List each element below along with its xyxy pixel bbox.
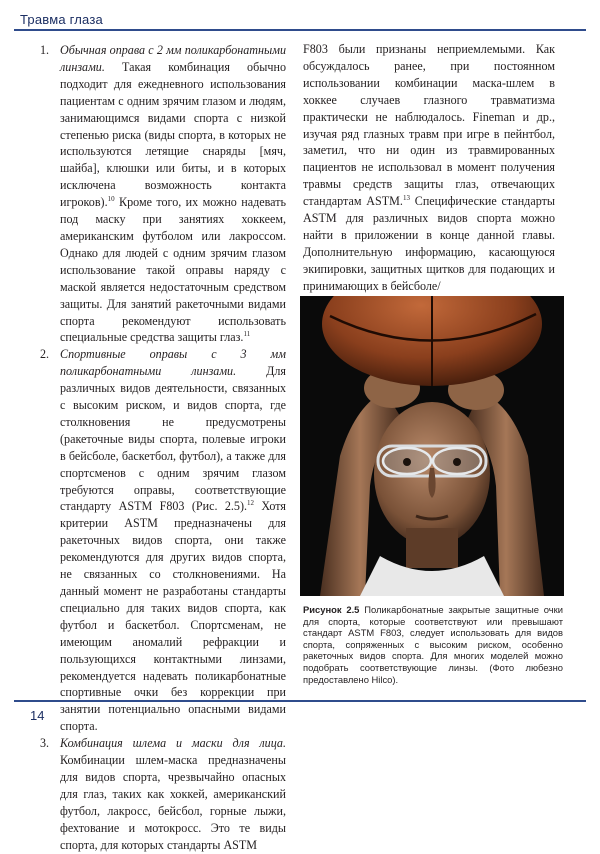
item-text: Комбинации шлем-маска предназначены для видов спорта, чрезвычайно опасных для глаз, таких как хоккей, американский футбол, лакросс, бейсбол, горные лыжи, фехтование и мотокросс. Это те виды спорта, для которых стандарты ASTM bbox=[60, 753, 286, 852]
list-item-3 bbox=[40, 735, 286, 853]
chapter-title: Травма глаза bbox=[20, 12, 103, 27]
item-text: Кроме того, их можно надевать под маску при занятиях хоккеем, американским футболом или лакроссом. Однако для людей с одним зрячим глазом использование такой оправы наряду с маской является недостаточным средством защиты. Для занятий ракеточными видами спорта рекомендуют использовать специальные средства защиты глаз. bbox=[60, 195, 286, 345]
list-item-2 bbox=[40, 346, 286, 735]
item-text: Хотя критерии ASTM предназначены для ракеточных видов спорта, они также рекомендуются для других видов спорта, не связанных со столкновениями. На данный момент не разработаны стандарты специально для таких видов спорта, как футбол и баскетбол. Спортсменам, не имеющим аномалий рефракции и пользующихся контактными линзами, рекомендуется надевать поликарбонатные спортивные очки без коррекции при занятии потенциально опасными видами спорта. bbox=[60, 499, 286, 734]
item-text: Такая комбинация обычно подходит для ежедневного использования пациентам с одним зрячим глазом и людям, занимающимся видами спорта с низкой степенью риска (виды спорта, в которых не используются летящие снаряды [мяч, шайба], клюшки или биты, и в которых исключена возможность контакта игроков). bbox=[60, 59, 286, 210]
paragraph-text: F803 были признаны неприемлемыми. Как обсуждалось ранее, при постоянном использовании комбинации маска-шлем в хоккее случаев глазного травматизма практически не наблюдалось. Fineman и др., изучая ряд глазных травм при игре в пейнтбол, заметил, что ни один из травмированных пациентов не использовал в момент получения травмы средств защиты глаз, отвечающих стандартам ASTM. bbox=[303, 42, 555, 209]
list-item-1 bbox=[40, 42, 286, 346]
left-column bbox=[40, 42, 286, 854]
paragraph-text: Специфические стандарты ASTM для различных видов спорта можно найти в приложении в конце данной главы. Дополнительную информацию, касающуюся экипировки, защитных щитков для подающих и принимающих в бейсболе/ bbox=[303, 194, 556, 293]
item-title: Обычная оправа с 2 мм поликарбонатными линзами. bbox=[60, 43, 286, 74]
footer-rule bbox=[14, 700, 586, 702]
figure-label: Рисунок 2.5 bbox=[303, 604, 360, 615]
reference-marker: 11 bbox=[243, 330, 251, 339]
page-number: 14 bbox=[30, 708, 45, 723]
reference-marker: 13 bbox=[402, 194, 410, 203]
reference-marker: 10 bbox=[107, 195, 115, 204]
item-number: 2. bbox=[40, 347, 50, 362]
item-text: Для различных видов деятельности, связанных с высоким риском, и видов спорта, где столкновения не предусмотрены (ракеточные виды спорта, полевые игроки в бейсболе, баскетбол, футбол), а также для спортсменов с одним зрячим глазом требуются оправы, соответствующие стандарту ASTM F803 (Рис. 2.5). bbox=[60, 364, 286, 514]
item-number: 1. bbox=[40, 43, 50, 57]
figure-caption bbox=[303, 604, 563, 685]
item-title: Спортивные оправы с 3 мм поликарбонатными линзами. bbox=[60, 347, 286, 379]
header-rule bbox=[14, 29, 586, 31]
athlete-with-goggles-illustration bbox=[300, 296, 564, 596]
paragraph bbox=[303, 41, 555, 295]
right-column bbox=[303, 41, 555, 295]
item-title: Комбинация шлема и маски для лица. bbox=[60, 736, 286, 751]
caption-text: Поликарбонатные закрытые защитные очки для спорта, которые соответствуют или превышают стандарт ASTM F803, следует использовать для видов спорта, сопряженных с высоким риском, особенно ракеточных видов спорта. Для многих моделей можно подобрать соответствующие линзы. (Фото любезно предоставлено Hilco). bbox=[303, 604, 563, 685]
athlete-photo bbox=[300, 296, 564, 596]
item-number: 3. bbox=[40, 736, 50, 751]
running-header bbox=[0, 0, 600, 36]
reference-marker: 12 bbox=[247, 499, 255, 508]
